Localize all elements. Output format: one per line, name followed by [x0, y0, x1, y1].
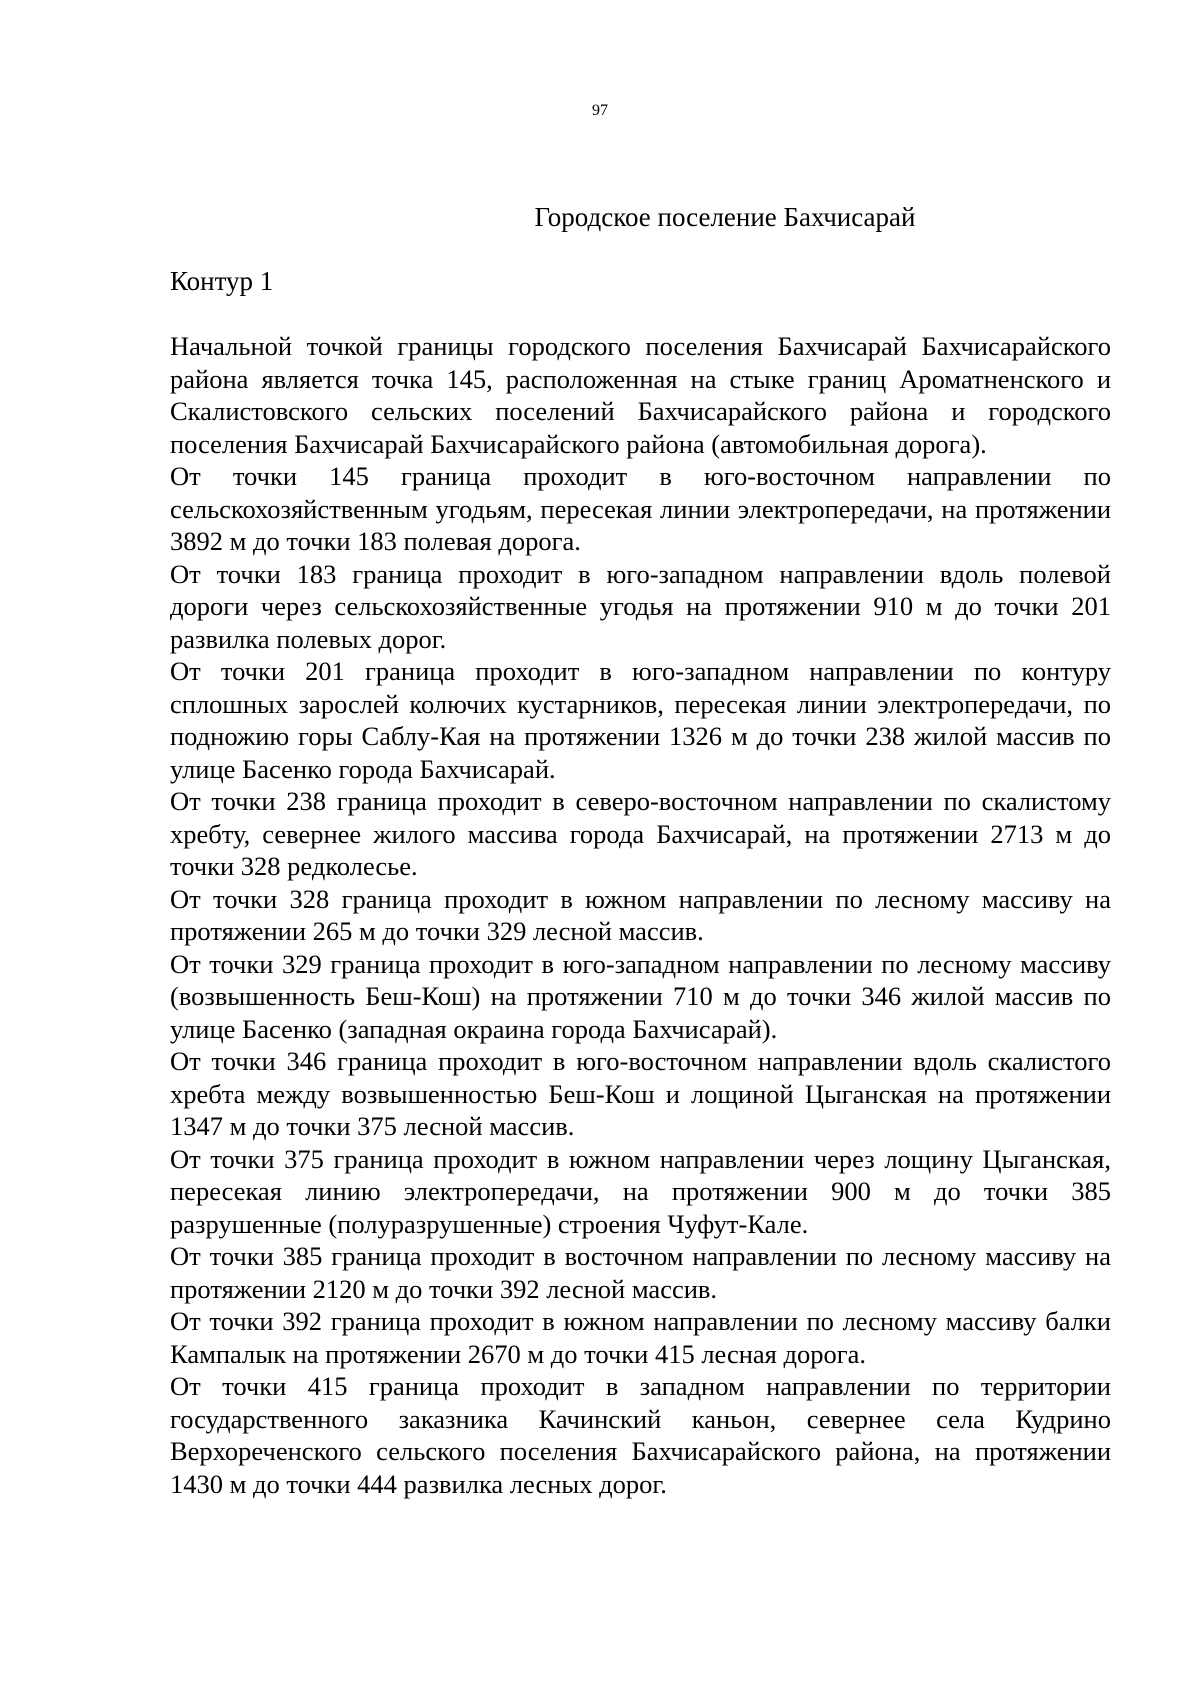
paragraph: От точки 238 граница проходит в северо-восточном направлении по скалистому хребту, севернее жилого массива города Бахчисарай, на протяжении 2713 м до точки 328 редколесье.	[170, 786, 1111, 881]
paragraph: От точки 145 граница проходит в юго-восточном направлении по сельскохозяйственным угодьям, пересекая линии электропередачи, на протяжении 3892 м до точки 183 полевая дорога.	[170, 461, 1111, 556]
document-title: Городское поселение Бахчисарай	[534, 202, 916, 232]
paragraph: От точки 201 граница проходит в юго-западном направлении по контуру сплошных зарослей колючих кустарников, пересекая линии электропередачи, по подножию горы Саблу-Кая на протяжении 1326 м до точки 238 жилой массив по улице Басенко города Бахчисарай.	[170, 656, 1111, 784]
paragraph: От точки 385 граница проходит в восточном направлении по лесному массиву на протяжении 2120 м до точки 392 лесной массив.	[170, 1241, 1111, 1304]
paragraph: От точки 415 граница проходит в западном направлении по территории государственного заказника Качинский каньон, севернее села Кудрино Верхореченского сельского поселения Бахчисарайского района, на протяжении 1430 м до точки 444 развилка лесных дорог.	[170, 1371, 1111, 1499]
paragraph: От точки 328 граница проходит в южном направлении по лесному массиву на протяжении 265 м до точки 329 лесной массив.	[170, 883, 1111, 946]
paragraph: От точки 375 граница проходит в южном направлении через лощину Цыганская, пересекая линию электропередачи, на протяжении 900 м до точки 385 разрушенные (полуразрушенные) строения Чуфут-Кале.	[170, 1143, 1111, 1239]
section-heading: Контур 1	[170, 266, 274, 296]
paragraph: От точки 183 граница проходит в юго-западном направлении вдоль полевой дороги через сельскохозяйственные угодья на протяжении 910 м до точки 201 развилка полевых дорог.	[170, 558, 1111, 654]
page-number: 97	[592, 102, 608, 119]
paragraph: Начальной точкой границы городского поселения Бахчисарай Бахчисарайского района является точка 145, расположенная на стыке границ Ароматненского и Скалистовского сельских поселений Бахчисарайского района и городского поселения Бахчисарай Бахчисарайского района (автомобильная дорога).	[170, 331, 1111, 459]
paragraph: От точки 346 граница проходит в юго-восточном направлении вдоль скалистого хребта между возвышенностью Беш-Кош и лощиной Цыганская на протяжении 1347 м до точки 375 лесной массив.	[170, 1046, 1111, 1141]
paragraph: От точки 392 граница проходит в южном направлении по лесному массиву балки Кампалык на протяжении 2670 м до точки 415 лесная дорога.	[170, 1306, 1111, 1369]
document-body	[170, 330, 1111, 1500]
paragraph: От точки 329 граница проходит в юго-западном направлении по лесному массиву (возвышенность Беш-Кош) на протяжении 710 м до точки 346 жилой массив по улице Басенко (западная окраина города Бахчисарай).	[170, 948, 1111, 1044]
